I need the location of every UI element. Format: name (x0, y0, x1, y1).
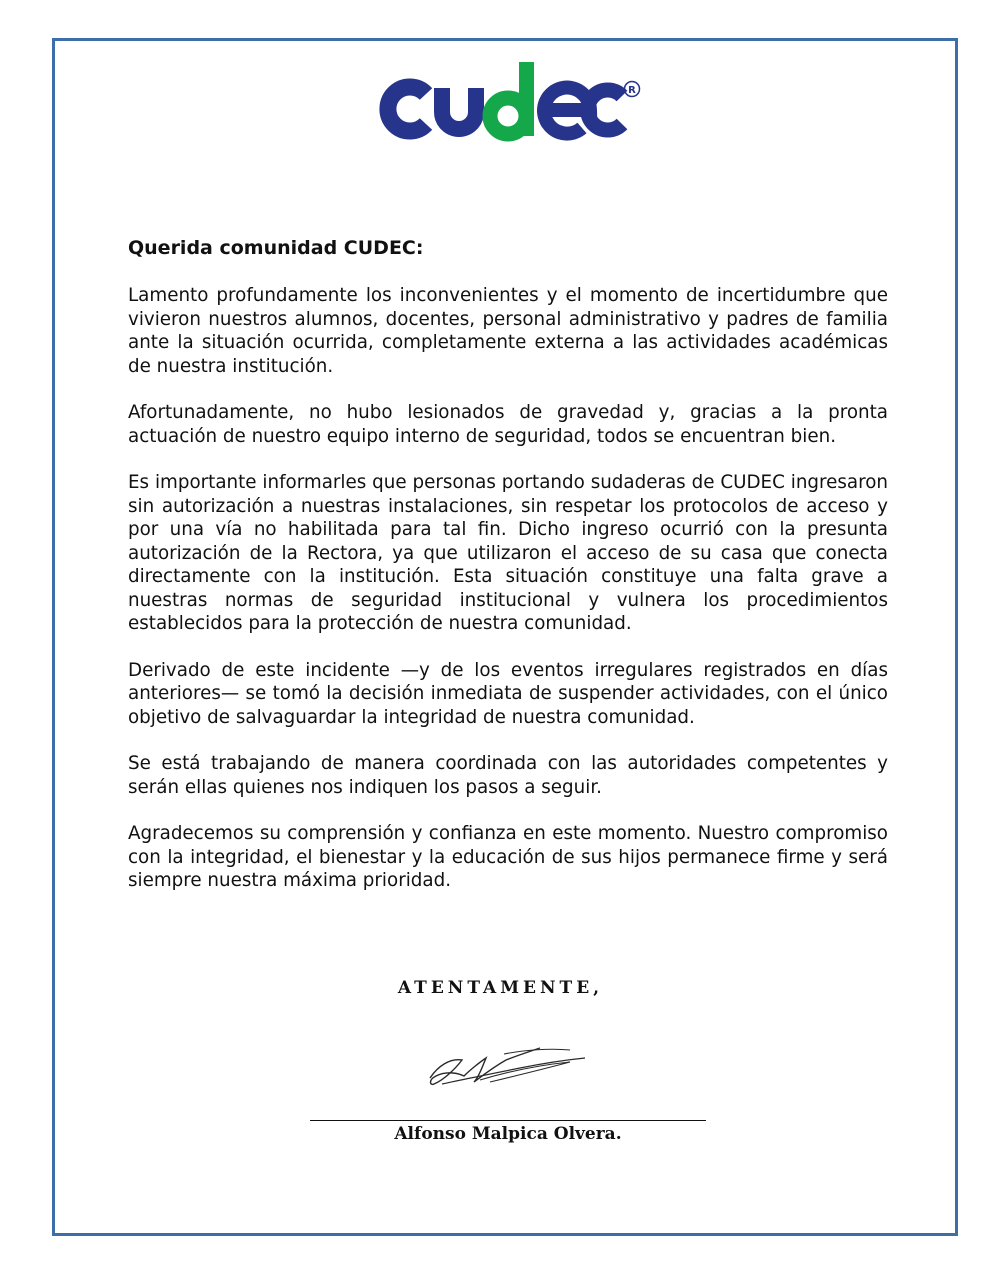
paragraph-4: Derivado de este incidente —y de los eventos irregulares registrados en días anteriores— se tomó la decisión inmediata de suspender actividades, con el único objetivo de salvaguardar la integridad de nuestra comunidad. (128, 659, 888, 728)
paragraph-2: Afortunadamente, no hubo lesionados de gravedad y, gracias a la pronta actuación de nuestro equipo interno de seguridad, todos se encuentran bien. (128, 402, 888, 447)
paragraph-5: Se está trabajando de manera coordinada con las autoridades competentes y serán ellas quienes nos indiquen los pasos a seguir. (128, 753, 888, 798)
salutation: Querida comunidad CUDEC: (128, 237, 424, 259)
signer-name: Alfonso Malpica Olvera. (394, 1124, 622, 1144)
paragraph-3: Es importante informarles que personas portando sudaderas de CUDEC ingresaron sin autorización a nuestras instalaciones, sin respetar los protocolos de acceso y por una vía no habilitada para tal fin. Dicho ingreso ocurrió con la presunta autorización de la Rectora, ya que utilizaron el acceso de su casa que conecta directamente con la institución. Esta situación constituye una falta grave a nuestras normas de seguridad institucional y vulnera los procedimientos establecidos para la protección de nuestra comunidad. (128, 472, 888, 634)
signature-line (310, 1120, 706, 1121)
paragraph-6: Agradecemos su comprensión y confianza en este momento. Nuestro compromiso con la integridad, el bienestar y la educación de sus hijos permanece firme y será siempre nuestra máxima prioridad. (128, 823, 888, 891)
paragraph-1: Lamento profundamente los inconvenientes y el momento de incertidumbre que vivieron nuestros alumnos, docentes, personal administrativo y padres de familia ante la situación ocurrida, completamente externa a las actividades académicas de nuestra institución. (128, 285, 888, 377)
registered-mark: R (628, 85, 636, 96)
cudec-logo (376, 58, 644, 144)
closing: ATENTAMENTE, (397, 978, 604, 998)
letter-body (128, 236, 888, 916)
handwritten-signature (420, 1040, 590, 1096)
